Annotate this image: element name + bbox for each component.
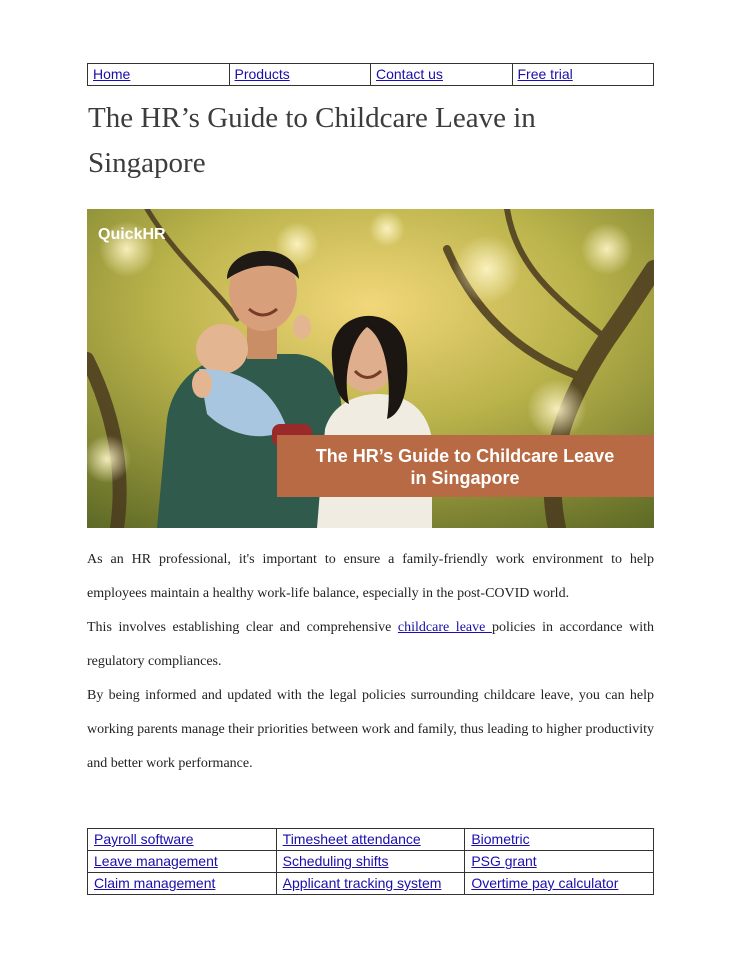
link-timesheet-attendance[interactable]: Timesheet attendance xyxy=(282,831,421,847)
table-cell xyxy=(88,829,277,851)
link-applicant-tracking-system[interactable]: Applicant tracking system xyxy=(282,875,442,891)
link-leave-management[interactable]: Leave management xyxy=(94,853,218,869)
nav-cell-free-trial xyxy=(512,64,654,86)
link-biometric[interactable]: Biometric xyxy=(471,831,530,847)
table-row xyxy=(88,851,654,873)
paragraph-benefits: By being informed and updated with the legal policies surrounding childcare leave, you can help working parents manage their priorities between work and family, thus leading to higher productivity and better work performance. xyxy=(87,688,654,771)
nav-link-home[interactable]: Home xyxy=(93,66,131,82)
table-cell xyxy=(465,851,654,873)
table-cell xyxy=(276,851,465,873)
nav-cell-home xyxy=(88,64,230,86)
top-nav xyxy=(87,63,654,86)
page-title: The HR’s Guide to Childcare Leave in Singapore xyxy=(88,102,536,179)
nav-link-contact-us[interactable]: Contact us xyxy=(376,66,443,82)
footer-links-table xyxy=(87,828,654,895)
link-psg-grant[interactable]: PSG grant xyxy=(471,853,537,869)
table-cell xyxy=(88,851,277,873)
table-row xyxy=(88,873,654,895)
table-row xyxy=(88,829,654,851)
nav-link-free-trial[interactable]: Free trial xyxy=(517,66,573,82)
hero-image xyxy=(87,209,654,528)
table-cell xyxy=(276,829,465,851)
nav-link-products[interactable]: Products xyxy=(234,66,290,82)
nav-cell-contact xyxy=(371,64,513,86)
table-cell xyxy=(276,873,465,895)
table-cell xyxy=(465,829,654,851)
hero-banner-line2: in Singapore xyxy=(410,468,520,488)
article-body xyxy=(87,543,654,781)
hero-logo: QuickHR xyxy=(98,226,166,243)
paragraph-policies-start: This involves establishing clear and comprehensive xyxy=(87,620,398,635)
paragraph-policies-end: policies in accordance with regulatory compliances. xyxy=(87,620,654,669)
link-claim-management[interactable]: Claim management xyxy=(94,875,216,891)
paragraph-policies xyxy=(87,611,654,679)
paragraph-intro: As an HR professional, it's important to ensure a family-friendly work environment to help employees maintain a healthy work-life balance, especially in the post-COVID world. xyxy=(87,552,654,601)
hero-illustration xyxy=(87,209,654,528)
table-cell xyxy=(88,873,277,895)
nav-cell-products xyxy=(229,64,371,86)
hero-banner-line1: The HR’s Guide to Childcare Leave xyxy=(315,446,615,466)
childcare-leave-link[interactable]: childcare leave xyxy=(397,620,492,635)
table-cell xyxy=(465,873,654,895)
link-payroll-software[interactable]: Payroll software xyxy=(94,831,194,847)
link-overtime-pay-calculator[interactable]: Overtime pay calculator xyxy=(471,875,619,891)
link-scheduling-shifts[interactable]: Scheduling shifts xyxy=(282,853,389,869)
